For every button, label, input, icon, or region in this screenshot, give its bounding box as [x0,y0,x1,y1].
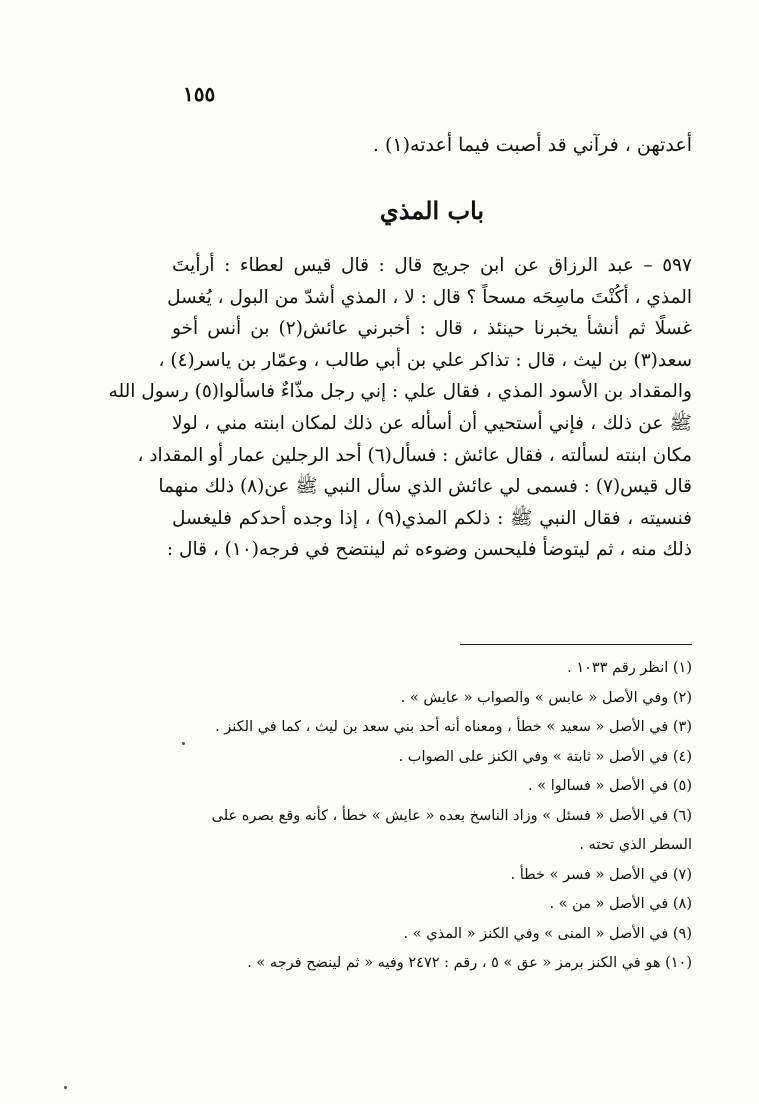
footnote-item: (٢) وفي الأصل « عابس » والصواب « عايش » . [400,689,692,706]
footnote-item: (٩) في الأصل « المنى » وفي الكنز « المذي » . [403,925,692,942]
footnote-item: (٧) في الأصل « فسر » خطأ . [510,866,692,883]
footnote-divider [460,644,692,645]
hadith-text [108,250,693,566]
body-line: ذلك منه ، ثم ليتوضأ فليحسن وضوءه ثم لينتضح في فرجه(١٠) ، قال : [166,539,692,561]
footnote-item: (٨) في الأصل « من » . [549,896,692,912]
chapter-title: باب المذي [379,196,485,225]
footnote-item: (١) انظر رقم ١٠٣٣ . [567,660,692,676]
body-line: قال قيس(٧) : فسمى لي عائش الذي سأل النبي ﷺ عن(٨) ذلك منهما [158,476,692,498]
page-number: ١٥٥ [183,82,216,106]
footnote-item: (٦) في الأصل « فسئل » وزاد الناسخ بعده « عايش » خطأ ، كأنه وقع بصره على [211,807,692,824]
footnote-item: (١٠) هو في الكنز برمز « عق » ٥ ، رقم : ٢٤٧٢ وفيه « ثم لينضح فرجه » . [247,955,692,971]
body-line: المذي ، أكُنْتَ ماسِحَه مسحاً ؟ قال : لا ، المذي أشدّ من البول ، يُغسل [167,286,692,308]
intro-line: أعدتهن ، فرآني قد أصبت فيما أعدته(١) . [372,134,692,156]
body-line: فنسيته ، فقال النبي ﷺ : ذلكم المذي(٩) ، إذا وجده أحدكم فليغسل [172,507,692,529]
footnote-item: (٣) في الأصل « سعيد » خطأ ، ومعناه أنه أحد بني سعد بن ليث ، كما في الكنز . [215,719,692,735]
scan-speck [182,742,185,745]
scan-speck [64,1086,67,1089]
footnote-item: (٤) في الأصل « ثابتة » وفي الكنز على الصواب . [398,748,692,765]
footnote-item: (٥) في الأصل « فسالوا » . [528,778,692,794]
body-line: مكان ابنته لسألته ، فقال عائش : فسأل(٦) أحد الرجلين عمار أو المقداد ، [137,444,692,466]
body-line: ٥٩٧ – عبد الرزاق عن ابن جريج قال : قال قيس لعطاء : أرأيتَ [172,255,692,276]
body-line: والمقداد بن الأسود المذي ، فقال علي : إني رجل مذّاءٌ فاسألوا(٥) رسول الله [108,381,692,403]
footnotes [172,654,692,979]
footnote-continuation: السطر الذي تحته . [579,837,692,853]
body-line: ﷺ عن ذلك ، فإني أستحيي أن أسأله عن ذلك لمكان ابنته مني ، لولا [172,412,692,434]
body-line: سعد(٣) بن ليث ، قال : تذاكر علي بن أبي طالب ، وعمّار بن ياسر(٤) ، [158,349,692,371]
body-line: غسلًا ثم أنشأ يخبرنا حينئذ ، قال : أخبرني عائش(٢) بن أنس أخو [172,318,693,340]
